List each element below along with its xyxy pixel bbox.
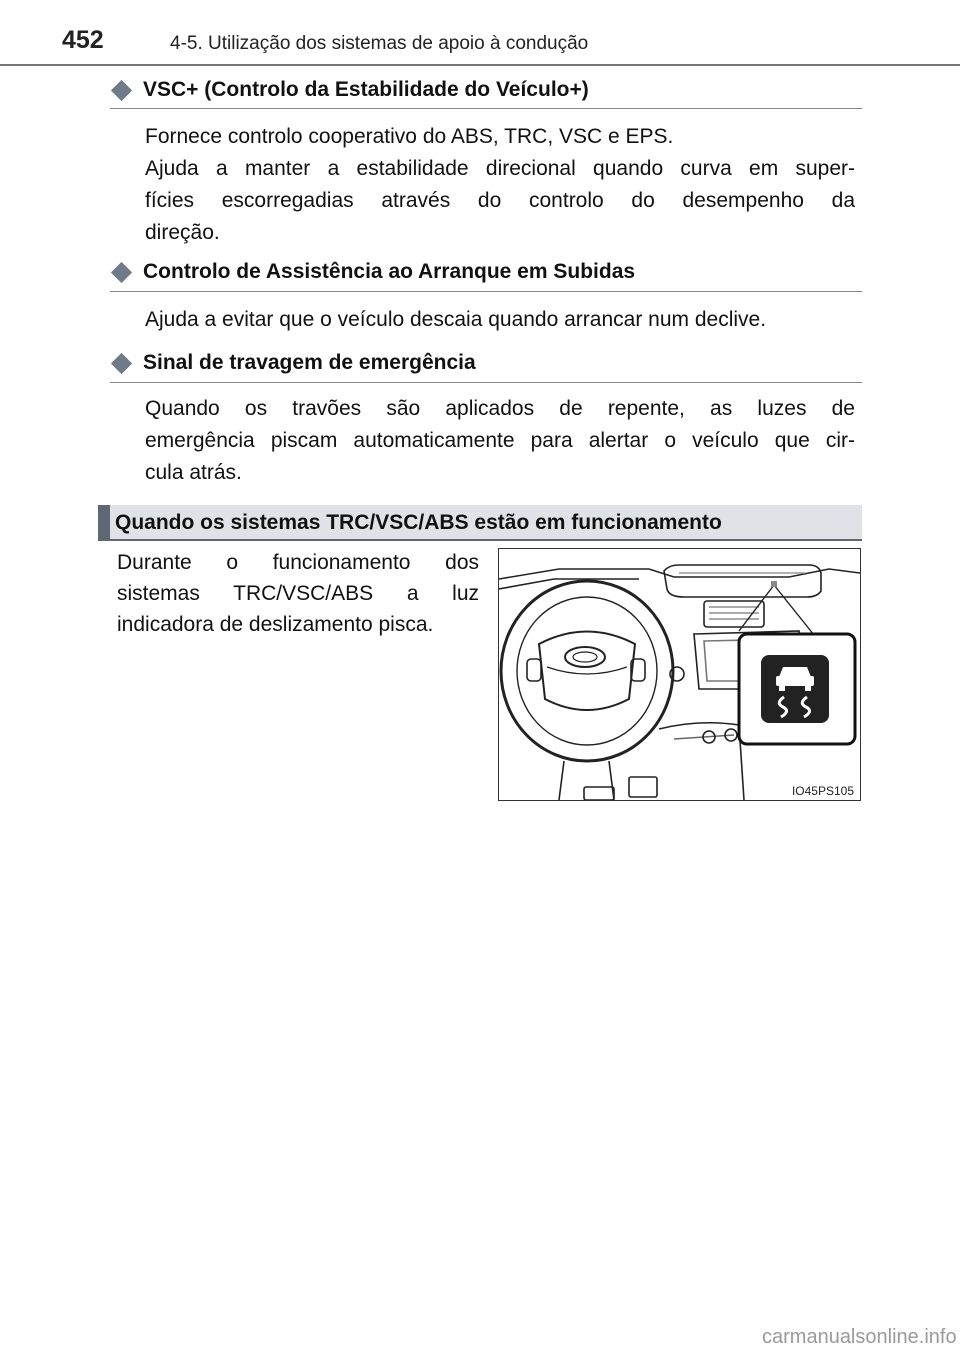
running-head: 4-5. Utilização dos sistemas de apoio à condução — [170, 33, 589, 54]
body-line: indicadora de deslizamento pisca. — [117, 613, 434, 636]
body-line: Ajuda a evitar que o veículo descaia quando arrancar num declive. — [145, 308, 767, 331]
box-body-text — [117, 547, 479, 640]
dashboard-illustration — [498, 548, 861, 801]
body-line: Fornece controlo cooperativo do ABS, TRC, VSC e EPS. — [145, 125, 674, 148]
body-line: Quando os travões são aplicados de repente, as luzes de — [145, 397, 855, 420]
diamond-bullet-icon — [111, 352, 132, 373]
section-body-hill-start — [145, 304, 855, 336]
figure-code: IO45PS105 — [791, 784, 854, 798]
body-line: sistemas TRC/VSC/ABS a luz — [117, 582, 479, 605]
section-title: VSC+ (Controlo da Estabilidade do Veículo+) — [143, 78, 589, 101]
section-divider — [110, 382, 862, 383]
section-body-vsc — [145, 121, 855, 249]
dashboard-drawing — [499, 549, 860, 800]
section-heading-hill-start — [110, 260, 862, 284]
body-line: fícies escorregadias através do controlo do desempenho da — [145, 189, 855, 212]
section-title: Controlo de Assistência ao Arranque em Subidas — [143, 260, 636, 283]
header-divider — [0, 64, 960, 66]
page-number: 452 — [62, 26, 104, 54]
section-heading-emergency-signal — [110, 351, 862, 375]
body-line: Durante o funcionamento dos — [117, 551, 479, 574]
body-line: emergência piscam automaticamente para alertar o veículo que cir- — [145, 429, 855, 452]
section-heading-vsc — [110, 78, 862, 102]
body-line: direção. — [145, 221, 220, 244]
watermark: carmanualsonline.info — [762, 1326, 957, 1348]
section-divider — [110, 291, 862, 292]
section-title: Sinal de travagem de emergência — [143, 351, 476, 374]
body-line: cula atrás. — [145, 461, 242, 484]
box-heading-title: Quando os sistemas TRC/VSC/ABS estão em funcionamento — [115, 511, 722, 534]
diamond-bullet-icon — [111, 79, 132, 100]
section-body-emergency-signal — [145, 393, 855, 489]
section-divider — [110, 108, 862, 109]
diamond-bullet-icon — [111, 261, 132, 282]
body-line: Ajuda a manter a estabilidade direcional quando curva em super- — [145, 157, 855, 180]
